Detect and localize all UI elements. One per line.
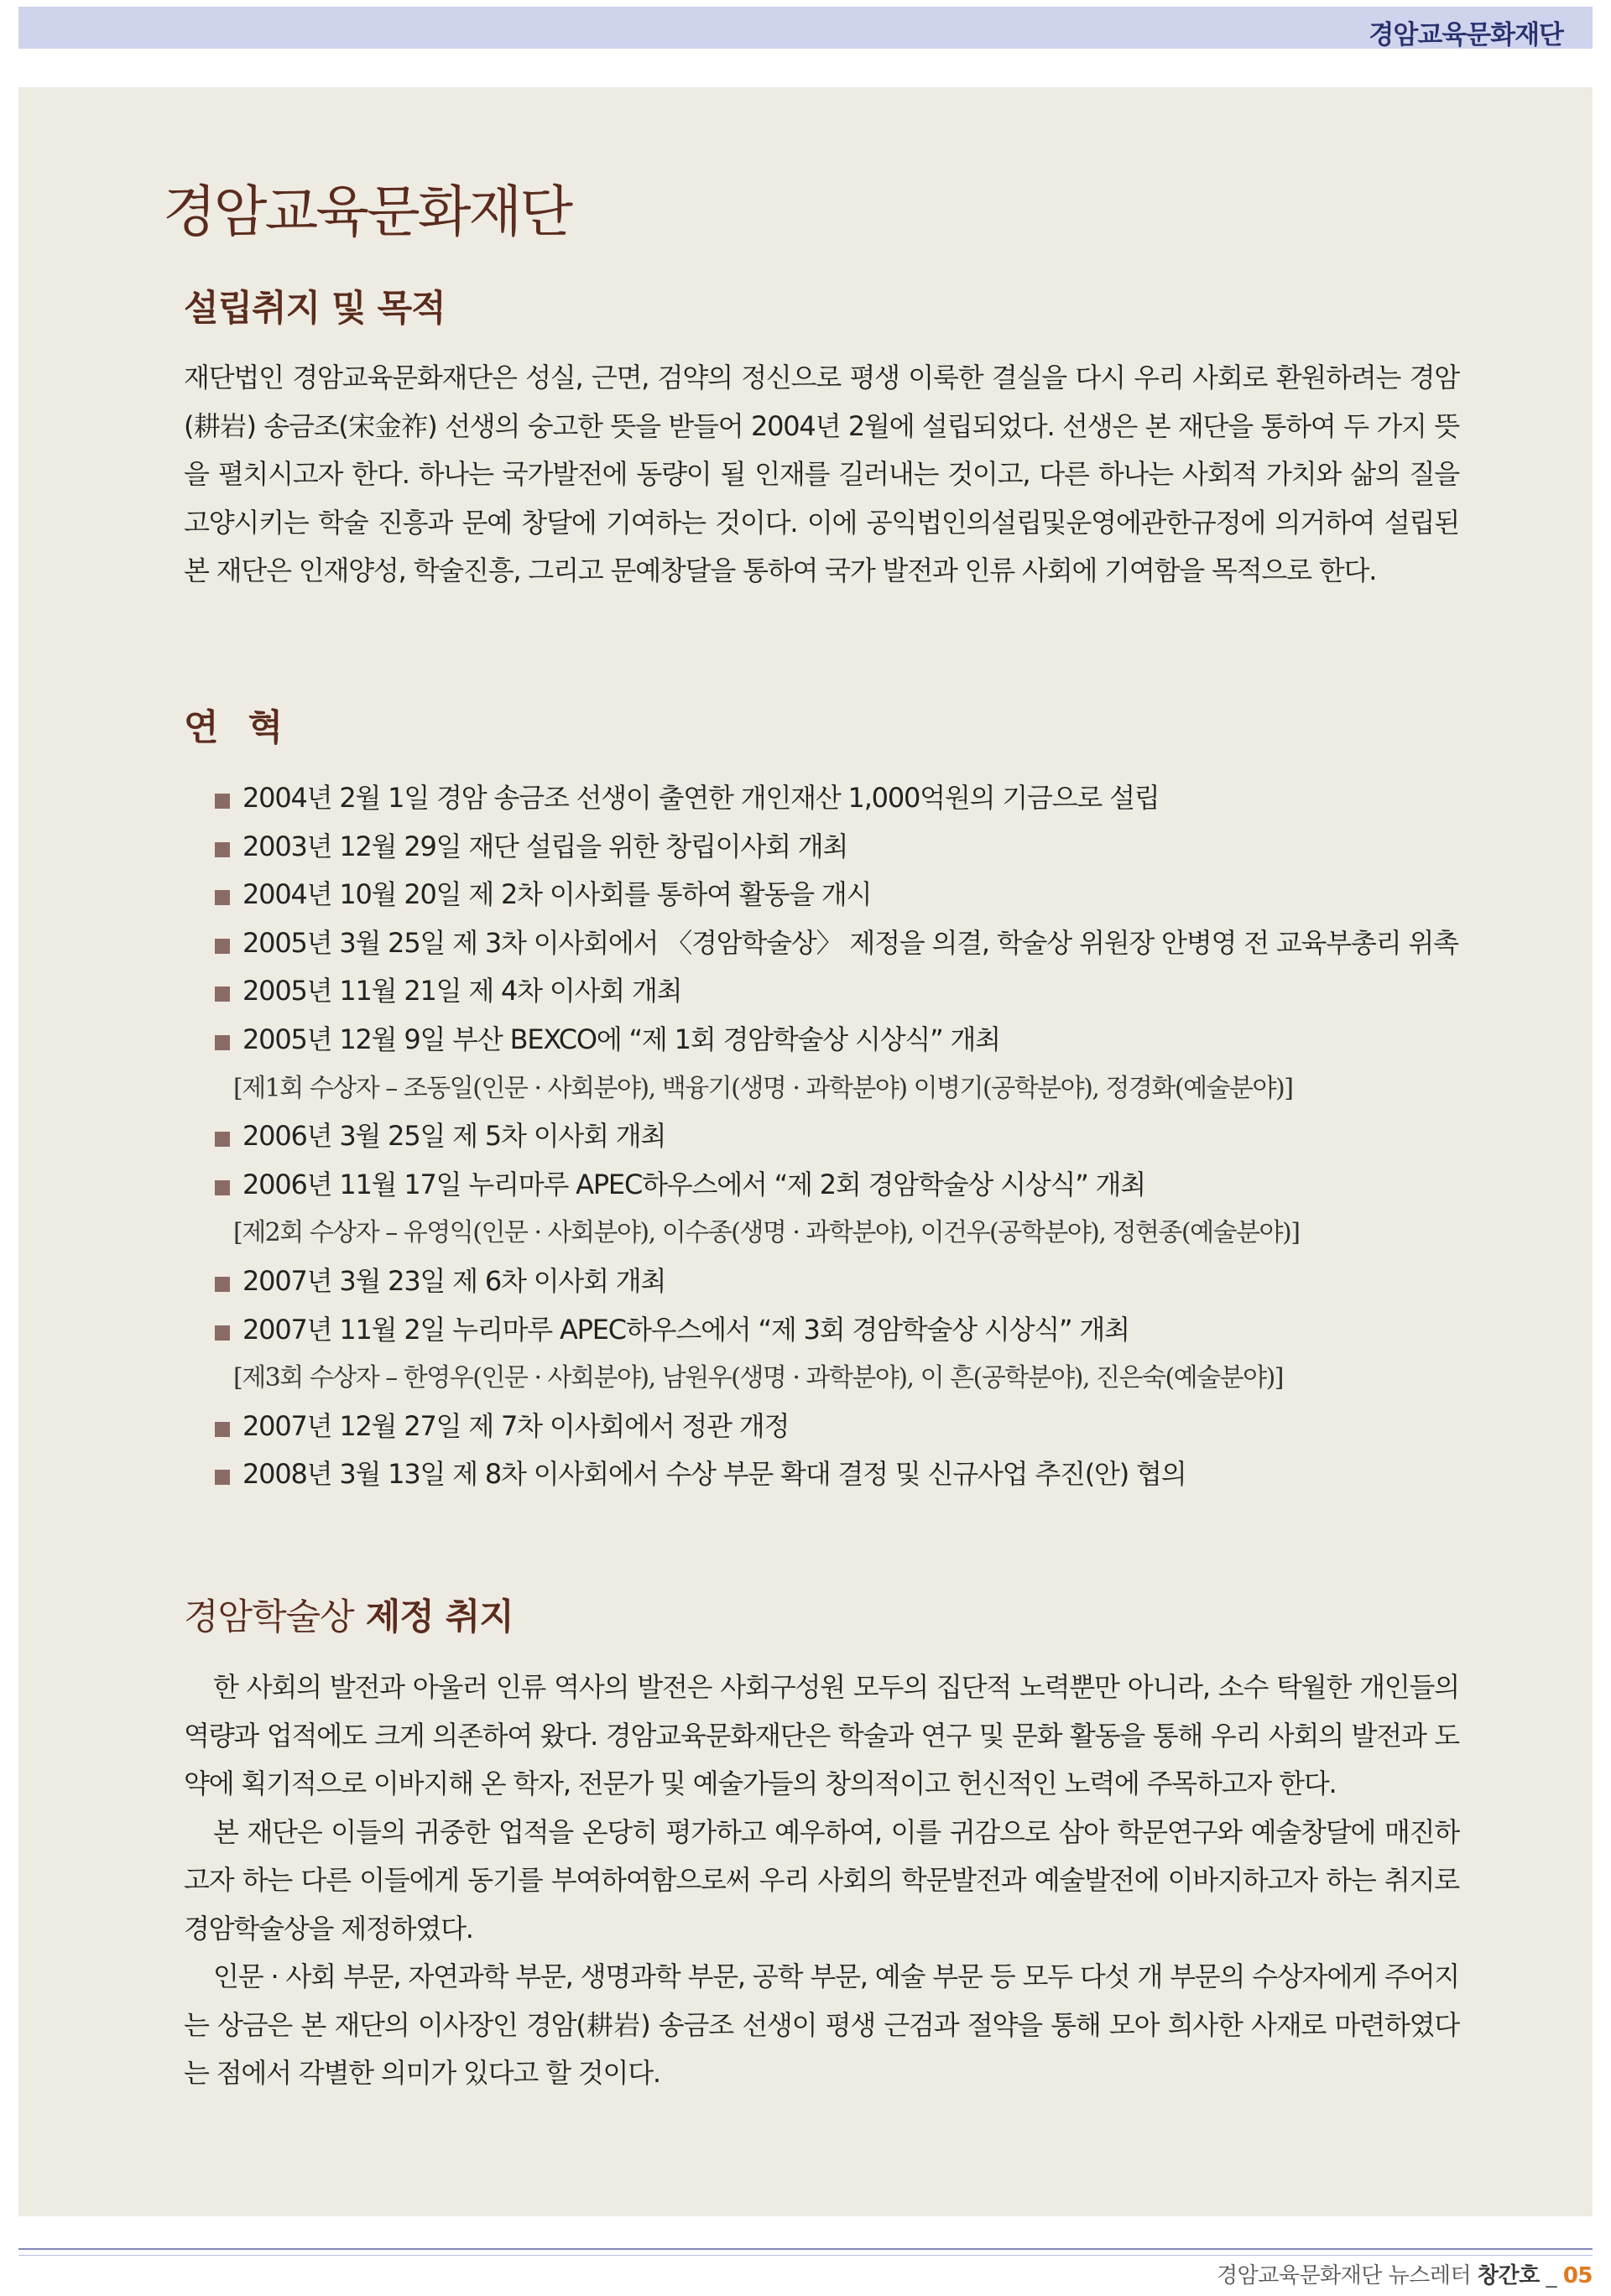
square-bullet-icon xyxy=(215,1277,230,1292)
award-paragraph: 본 재단은 이들의 귀중한 업적을 온당히 평가하고 예우하여, 이를 귀감으로 삼아 학문연구와 예술창달에 매진하고자 하는 다른 이들에게 동기를 부여하여함으로써 우리 사회의 학문발전과 예술발전에 이바지하고자 하는 취지로 경암학술상을 제정하였다. xyxy=(184,1815,1459,1945)
award-paragraphs xyxy=(184,1663,1459,2098)
square-bullet-icon xyxy=(215,1035,230,1050)
square-bullet-icon xyxy=(215,1470,230,1485)
footer-separator: _ xyxy=(1546,2263,1557,2288)
history-item: 2006년 3월 25일 제 5차 이사회 개최 xyxy=(213,1112,1488,1161)
square-bullet-icon xyxy=(215,939,230,954)
history-item: 2007년 11월 2일 누리마루 APEC하우스에서 “제 3회 경암학술상 시상식” 개최 xyxy=(213,1306,1488,1355)
footer-publisher: 경암교육문화재단 뉴스레터 xyxy=(1216,2263,1472,2288)
history-item: 2007년 3월 23일 제 6차 이사회 개최 xyxy=(213,1257,1488,1306)
square-bullet-icon xyxy=(215,842,230,857)
footer xyxy=(1217,2258,1593,2289)
award-heading-prefix: 경암학술상 xyxy=(184,1596,354,1638)
history-item: 2003년 12월 29일 재단 설립을 위한 창립이사회 개최 xyxy=(213,823,1488,872)
square-bullet-icon xyxy=(215,1422,230,1437)
history-item: 2004년 2월 1일 경암 송금조 선생이 출연한 개인재산 1,000억원의 기금으로 설립 xyxy=(213,774,1488,823)
award-heading-bold: 제정 취지 xyxy=(365,1596,514,1638)
purpose-text: 재단법인 경암교육문화재단은 성실, 근면, 검약의 정신으로 평생 이룩한 결실을 다시 우리 사회로 환원하려는 경암(耕岩) 송금조(宋金祚) 선생의 숭고한 뜻을 받들어 2004년 2월에 설립되었다. 선생은 본 재단을 통하여 두 가지 뜻을 펼치시고자 한다. 하나는 국가발전에 동량이 될 인재를 길러내는 것이고, 다른 하나는 사회적 가치와 삶의 질을 고양시키는 학술 진흥과 문예 창달에 기여하는 것이다. 이에 공익법인의설립및운영에관한규정에 의거하여 설립된 본 재단은 인재양성, 학술진흥, 그리고 문예창달을 통하여 국가 발전과 인류 사회에 기여함을 목적으로 한다. xyxy=(184,362,1459,586)
footer-issue: 창간호 xyxy=(1477,2263,1540,2288)
square-bullet-icon xyxy=(215,1180,230,1195)
square-bullet-icon xyxy=(215,794,230,809)
history-item: 2005년 11월 21일 제 4차 이사회 개최 xyxy=(213,967,1488,1016)
history-award-winners: [제3회 수상자 – 한영우(인문 · 사회분야), 남원우(생명 · 과학분야), 이 흔(공학분야), 진은숙(예술분야)] xyxy=(233,1363,1283,1393)
history-item: 2004년 10월 20일 제 2차 이사회를 통하여 활동을 개시 xyxy=(213,871,1488,919)
history-item: 2007년 12월 27일 제 7차 이사회에서 정관 개정 xyxy=(213,1403,1488,1451)
purpose-heading: 설립취지 및 목적 xyxy=(184,288,446,330)
award-paragraph: 인문 · 사회 부문, 자연과학 부문, 생명과학 부문, 공학 부문, 예술 부문 등 모두 다섯 개 부문의 수상자에게 주어지는 상금은 본 재단의 이사장인 경암(耕岩) 송금조 선생이 평생 근검과 절약을 통해 모아 희사한 사재로 마련하였다는 점에서 각별한 의미가 있다고 할 것이다. xyxy=(184,1960,1459,2089)
history-award-winners: [제1회 수상자 – 조동일(인문 · 사회분야), 백융기(생명 · 과학분야) 이병기(공학분야), 정경화(예술분야)] xyxy=(233,1073,1293,1103)
footer-divider xyxy=(18,2248,1593,2256)
square-bullet-icon xyxy=(215,987,230,1002)
page-title: 경암교육문화재단 xyxy=(163,180,571,244)
history-award-winners: [제2회 수상자 – 유영익(인문 · 사회분야), 이수종(생명 · 과학분야), 이건우(공학분야), 정현종(예술분야)] xyxy=(233,1218,1300,1248)
content-panel xyxy=(18,87,1593,2216)
page-number: 05 xyxy=(1562,2263,1593,2288)
header-title: 경암교육문화재단 xyxy=(1369,20,1563,50)
history-item: 2005년 3월 25일 제 3차 이사회에서 〈경암학술상〉 제정을 의결, 학술상 위원장 안병영 전 교육부총리 위촉 xyxy=(213,919,1488,968)
history-item: 2006년 11월 17일 누리마루 APEC하우스에서 “제 2회 경암학술상 시상식” 개최 xyxy=(213,1161,1488,1210)
header-bar xyxy=(18,7,1593,49)
history-list xyxy=(213,774,1488,1499)
square-bullet-icon xyxy=(215,890,230,905)
history-item: 2008년 3월 13일 제 8차 이사회에서 수상 부문 확대 결정 및 신규사업 추진(안) 협의 xyxy=(213,1450,1488,1499)
purpose-paragraph xyxy=(184,354,1459,596)
history-heading: 연 혁 xyxy=(184,707,292,749)
square-bullet-icon xyxy=(215,1132,230,1147)
square-bullet-icon xyxy=(215,1325,230,1341)
history-item: 2005년 12월 9일 부산 BEXCO에 “제 1회 경암학술상 시상식” 개최 xyxy=(213,1016,1488,1065)
award-heading xyxy=(184,1589,514,1640)
award-paragraph: 한 사회의 발전과 아울러 인류 역사의 발전은 사회구성원 모두의 집단적 노력뿐만 아니라, 소수 탁월한 개인들의 역량과 업적에도 크게 의존하여 왔다. 경암교육문화재단은 학술과 연구 및 문화 활동을 통해 우리 사회의 발전과 도약에 획기적으로 이바지해 온 학자, 전문가 및 예술가들의 창의적이고 헌신적인 노력에 주목하고자 한다. xyxy=(184,1671,1459,1799)
